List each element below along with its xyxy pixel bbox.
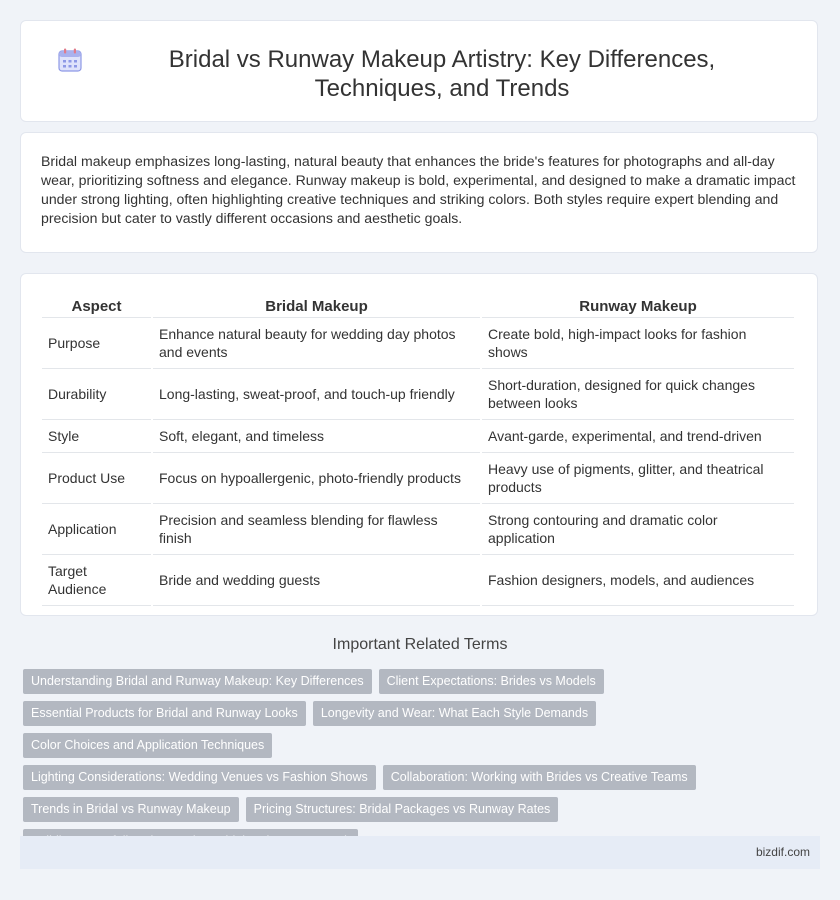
table-row: [42, 453, 794, 504]
column-header-runway: Runway Makeup: [482, 293, 794, 318]
column-header-bridal: Bridal Makeup: [153, 293, 480, 318]
comparison-table: [40, 293, 796, 606]
runway-cell: Heavy use of pigments, glitter, and theatrical products: [482, 453, 794, 504]
table-row: [42, 420, 794, 453]
runway-cell: Fashion designers, models, and audiences: [482, 555, 794, 606]
table-header-row: [42, 293, 794, 318]
related-term-tag[interactable]: Trends in Bridal vs Runway Makeup: [23, 797, 239, 822]
related-terms-title: Important Related Terms: [332, 636, 508, 653]
footer: [20, 836, 820, 869]
table-row: [42, 504, 794, 555]
table-row: [42, 555, 794, 606]
aspect-cell: Application: [42, 504, 151, 555]
bridal-cell: Bride and wedding guests: [153, 555, 480, 606]
runway-cell: Short-duration, designed for quick changes between looks: [482, 369, 794, 420]
runway-cell: Create bold, high-impact looks for fashion shows: [482, 318, 794, 369]
related-term-tag[interactable]: Longevity and Wear: What Each Style Demands: [313, 701, 596, 726]
runway-cell: Avant-garde, experimental, and trend-driven: [482, 420, 794, 453]
aspect-cell: Product Use: [42, 453, 151, 504]
column-header-aspect: Aspect: [42, 293, 151, 318]
related-term-tag[interactable]: Collaboration: Working with Brides vs Creative Teams: [383, 765, 696, 790]
related-terms-list: [23, 669, 823, 861]
table-row: [42, 369, 794, 420]
calendar-icon: [57, 47, 83, 73]
aspect-cell: Durability: [42, 369, 151, 420]
bridal-cell: Enhance natural beauty for wedding day photos and events: [153, 318, 480, 369]
comparison-table-card: [20, 273, 818, 616]
runway-cell: Strong contouring and dramatic color application: [482, 504, 794, 555]
bridal-cell: Precision and seamless blending for flawless finish: [153, 504, 480, 555]
aspect-cell: Style: [42, 420, 151, 453]
related-term-tag[interactable]: Understanding Bridal and Runway Makeup: Key Differences: [23, 669, 372, 694]
related-term-tag[interactable]: Color Choices and Application Techniques: [23, 733, 272, 758]
related-term-tag[interactable]: Pricing Structures: Bridal Packages vs Runway Rates: [246, 797, 559, 822]
related-term-tag[interactable]: Client Expectations: Brides vs Models: [379, 669, 604, 694]
aspect-cell: Target Audience: [42, 555, 151, 606]
bridal-cell: Focus on hypoallergenic, photo-friendly products: [153, 453, 480, 504]
bridal-cell: Long-lasting, sweat-proof, and touch-up friendly: [153, 369, 480, 420]
intro-paragraph: Bridal makeup emphasizes long-lasting, natural beauty that enhances the bride's features for photographs and all-day wear, prioritizing softness and elegance. Runway makeup is bold, experimental, and designed to make a dramatic impact under strong lighting, often highlighting creative techniques and striking colors. Both styles require expert blending and precision but cater to vastly different occasions and aesthetic goals.: [41, 153, 796, 226]
header-card: [20, 20, 818, 122]
footer-site-link[interactable]: bizdif.com: [755, 845, 810, 859]
table-row: [42, 318, 794, 369]
intro-card: [20, 132, 818, 253]
related-term-tag[interactable]: Lighting Considerations: Wedding Venues vs Fashion Shows: [23, 765, 376, 790]
bridal-cell: Soft, elegant, and timeless: [153, 420, 480, 453]
aspect-cell: Purpose: [42, 318, 151, 369]
page-title: Bridal vs Runway Makeup Artistry: Key Differences, Techniques, and Trends: [168, 46, 716, 102]
related-term-tag[interactable]: Essential Products for Bridal and Runway Looks: [23, 701, 306, 726]
